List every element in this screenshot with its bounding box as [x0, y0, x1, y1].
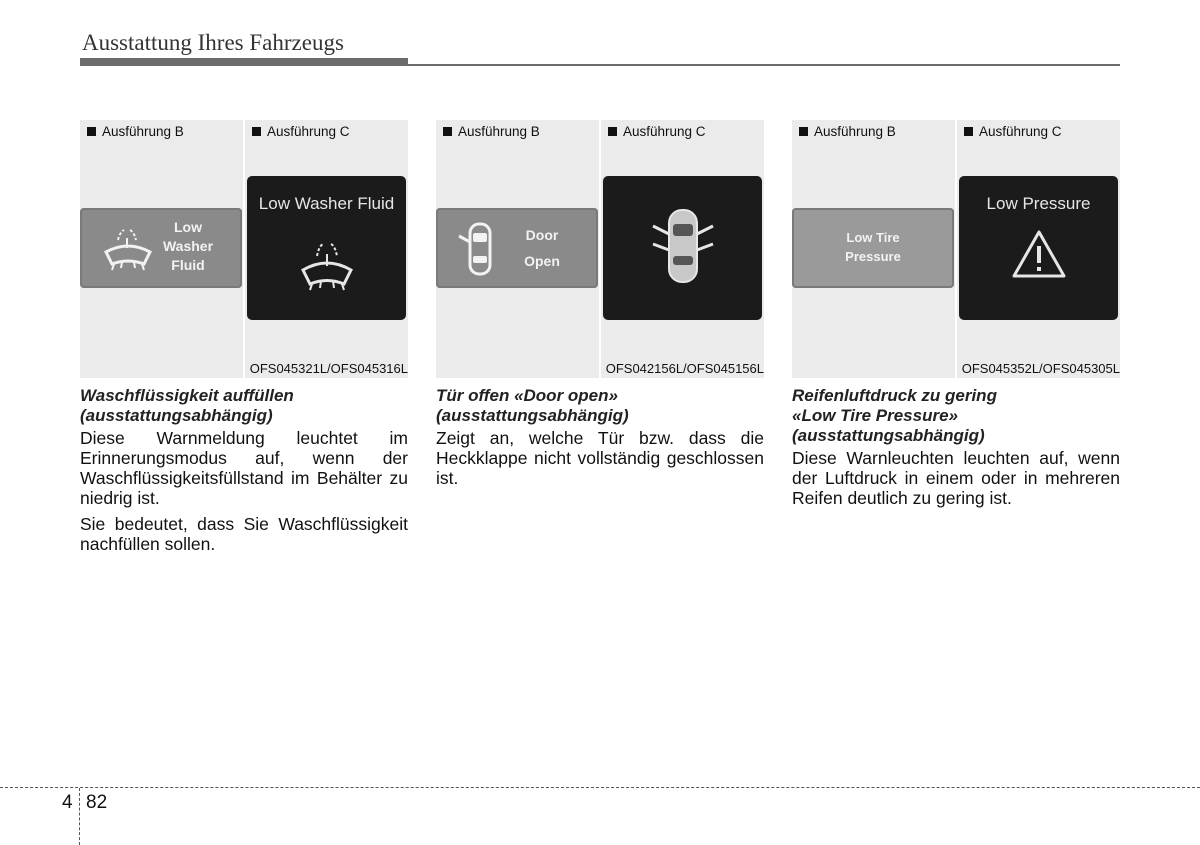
image-code: OFS045321L/OFS045316L [249, 361, 408, 376]
footer-divider [79, 788, 80, 845]
cluster-display-b [436, 208, 598, 288]
figure-washer-fluid [80, 120, 408, 378]
figure-low-tire-pressure [792, 120, 1120, 378]
section-door-open [436, 120, 764, 494]
paragraph: Zeigt an, welche Tür bzw. dass die Heckklappe nicht vollständig geschlossen ist. [436, 428, 764, 488]
image-code: OFS042156L/OFS045156L [605, 361, 764, 376]
washer-fluid-icon [297, 240, 357, 292]
figure-divider [243, 120, 245, 378]
cluster-display-c [603, 176, 762, 320]
image-code: OFS045352L/OFS045305L [961, 361, 1120, 376]
figure-door-open [436, 120, 764, 378]
panel-b-line: Washer [162, 238, 214, 254]
paragraph: Diese Warnmeldung leuchtet im Erinnerungsmodus auf, wenn der Waschflüssigkeitsfüllstand im Behälter zu niedrig ist. [80, 428, 408, 508]
panel-b-line: Door [525, 227, 559, 243]
panel-b-line: Open [524, 253, 560, 269]
section-caption: Waschflüssigkeit auffüllen (ausstattungsabhängig) [80, 386, 294, 425]
panel-b-line: Low Tire [846, 230, 900, 245]
cluster-display-c [247, 176, 406, 320]
section-low-tire-pressure [792, 120, 1120, 514]
variant-c-label: Ausführung C [252, 124, 350, 139]
car-doors-open-icon [647, 204, 719, 286]
chapter-number: 4 [62, 792, 73, 813]
variant-c-label: Ausführung C [964, 124, 1062, 139]
page-number: 82 [86, 792, 108, 813]
figure-divider [955, 120, 957, 378]
washer-fluid-icon [100, 226, 156, 272]
panel-c-title: Low Washer Fluid [258, 194, 395, 213]
variant-b-label: Ausführung B [87, 124, 184, 139]
footer-rule [0, 787, 1200, 788]
cluster-display-b [792, 208, 954, 288]
section-caption: Tür offen «Door open» (ausstattungsabhängig) [436, 386, 629, 425]
section-caption: Reifenluftdruck zu gering «Low Tire Pressure» (ausstattungsabhängig) [792, 386, 997, 445]
variant-b-label: Ausführung B [443, 124, 540, 139]
paragraph: Diese Warnleuchten leuchten auf, wenn der Luftdruck in einem oder in mehreren Reifen deutlich zu gering ist. [792, 448, 1120, 508]
page-title: Ausstattung Ihres Fahrzeugs [82, 30, 344, 55]
panel-c-title: Low Pressure [986, 194, 1091, 213]
figure-divider [599, 120, 601, 378]
panel-b-line: Fluid [171, 257, 205, 273]
cluster-display-c [959, 176, 1118, 320]
variant-c-label: Ausführung C [608, 124, 706, 139]
panel-b-line: Pressure [845, 249, 901, 264]
variant-b-label: Ausführung B [799, 124, 896, 139]
warning-triangle-icon [1011, 228, 1067, 280]
car-door-open-icon [456, 220, 500, 278]
header-rule [80, 64, 1120, 66]
panel-b-line: Low [174, 219, 202, 235]
section-washer-fluid [80, 120, 408, 560]
paragraph: Sie bedeutet, dass Sie Waschflüssigkeit nachfüllen sollen. [80, 514, 408, 554]
cluster-display-b [80, 208, 242, 288]
